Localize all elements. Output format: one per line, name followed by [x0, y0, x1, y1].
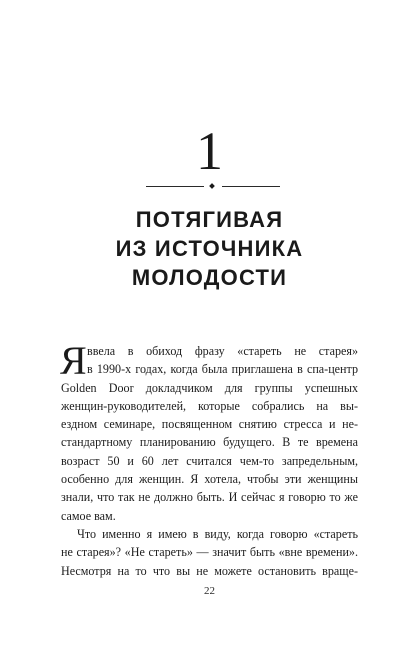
- drop-cap: Я: [60, 338, 87, 383]
- chapter-title-line: ИЗ ИСТОЧНИКА: [115, 236, 304, 261]
- text-line: особенно для женщин. Я хотела, чтобы эти женщины: [61, 472, 358, 487]
- text-line: знали, что так не должно быть. И сейчас я говорю то же: [61, 490, 358, 505]
- text-line: стандартному планированию будущего. В те времена: [61, 435, 358, 450]
- chapter-number: 1: [196, 121, 223, 181]
- text-line: ввела в обиход фразу «стареть не старея»: [87, 344, 358, 358]
- ornament-rule-right: [222, 186, 280, 187]
- text-line: в 1990-х годах, когда была приглашена в спа-центр: [87, 362, 358, 377]
- diamond-icon: [209, 183, 215, 189]
- text-line: не старея»? «Не стареть» — значит быть «вне времени».: [61, 545, 358, 560]
- page-number: 22: [204, 585, 215, 597]
- text-line: ездном семинаре, посвященном снятию стресса и не-: [61, 417, 358, 432]
- text-line: Несмотря на то что вы не можете остановить враще-: [61, 563, 358, 578]
- ornament-rule-left: [146, 186, 204, 187]
- text-line: Golden Door докладчиком для группы успешных: [61, 380, 358, 395]
- chapter-title-line: МОЛОДОСТИ: [131, 265, 288, 290]
- text-line: женщин-руководителей, которые собрались на вы-: [61, 398, 358, 413]
- text-line: возраст 50 и 60 лет считался чем-то запредельным,: [61, 453, 358, 468]
- body-text: [60, 338, 358, 580]
- text-line: самое вам.: [61, 508, 116, 523]
- text-line: Что именно я имею в виду, когда говорю «стареть: [77, 526, 358, 541]
- chapter-title: [0, 205, 419, 292]
- chapter-title-line: ПОТЯГИВАЯ: [135, 207, 284, 232]
- chapter-ornament-divider: [146, 184, 280, 190]
